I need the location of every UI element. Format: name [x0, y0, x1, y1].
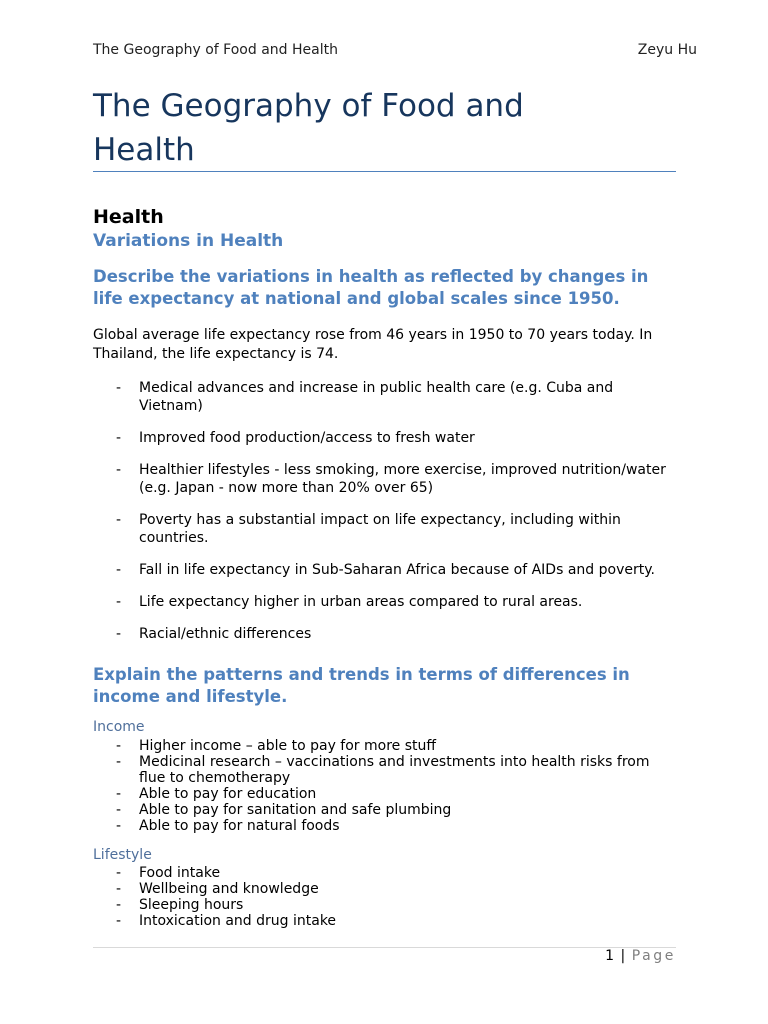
header-doc-title: The Geography of Food and Health [93, 42, 338, 58]
list-item [93, 625, 683, 643]
bullet-dash: - [116, 786, 122, 802]
page-word: Page [631, 948, 676, 964]
life-expectancy-factors-list [93, 379, 683, 657]
page-footer [605, 948, 676, 964]
intro-line-2: Thailand, the life expectancy is 74. [93, 346, 339, 362]
list-item-text: Improved food production/access to fresh water [139, 430, 475, 446]
list-item-text: Medical advances and increase in public health care (e.g. Cuba and [139, 380, 614, 396]
list-item-text: Poverty has a substantial impact on life expectancy, including within [139, 512, 621, 528]
bullet-dash: - [116, 626, 122, 642]
bullet-dash: - [116, 512, 122, 528]
intro-line-1: Global average life expectancy rose from 46 years in 1950 to 70 years today. In [93, 327, 653, 343]
list-item-text: Higher income – able to pay for more stuff [139, 738, 437, 754]
list-item [93, 561, 683, 579]
list-item [93, 913, 683, 929]
lifestyle-list [93, 865, 683, 929]
list-item [93, 738, 683, 754]
list-item-text: Fall in life expectancy in Sub-Saharan Africa because of AIDs and poverty. [139, 562, 655, 578]
bullet-dash: - [116, 462, 122, 478]
list-item-text: Sleeping hours [139, 897, 244, 913]
list-item-text: Life expectancy higher in urban areas compared to rural areas. [139, 594, 583, 610]
list-item-text-continued: Vietnam) [139, 398, 203, 414]
title-divider [93, 171, 676, 172]
bullet-dash: - [116, 913, 122, 929]
list-item [93, 593, 683, 611]
page-number: 1 [605, 948, 615, 964]
bullet-dash: - [116, 802, 122, 818]
list-item-text-continued: (e.g. Japan - now more than 20% over 65) [139, 480, 434, 496]
bullet-dash: - [116, 562, 122, 578]
list-item-text-continued: flue to chemotherapy [139, 770, 291, 786]
list-item [93, 511, 683, 547]
list-item [93, 897, 683, 913]
footer-separator: | [620, 948, 626, 964]
list-item-text: Able to pay for natural foods [139, 818, 340, 834]
list-item [93, 865, 683, 881]
list-item [93, 461, 683, 497]
footer-divider [93, 947, 676, 948]
income-label: Income [93, 719, 145, 735]
list-item [93, 881, 683, 897]
bullet-dash: - [116, 430, 122, 446]
question2-line-1: Explain the patterns and trends in terms of differences in [93, 665, 630, 684]
list-item [93, 802, 683, 818]
section-heading-health: Health [93, 206, 164, 228]
list-item-text: Racial/ethnic differences [139, 626, 312, 642]
bullet-dash: - [116, 380, 122, 396]
header-author: Zeyu Hu [637, 42, 697, 58]
bullet-dash: - [116, 881, 122, 897]
question2-line-2: income and lifestyle. [93, 686, 288, 706]
list-item-text: Healthier lifestyles - less smoking, more exercise, improved nutrition/water [139, 462, 666, 478]
list-item-text: Able to pay for education [139, 786, 317, 802]
income-list [93, 738, 683, 834]
list-item [93, 786, 683, 802]
bullet-dash: - [116, 738, 122, 754]
list-item [93, 754, 683, 786]
list-item-text: Medicinal research – vaccinations and investments into health risks from [139, 754, 650, 770]
list-item-text: Intoxication and drug intake [139, 913, 337, 929]
list-item-text: Able to pay for sanitation and safe plumbing [139, 802, 452, 818]
question1-line-2: life expectancy at national and global scales since 1950. [93, 288, 620, 308]
title-line-2: Health [93, 132, 195, 168]
bullet-dash: - [116, 594, 122, 610]
question1-line-1: Describe the variations in health as reflected by changes in [93, 267, 649, 286]
bullet-dash: - [116, 897, 122, 913]
bullet-dash: - [116, 818, 122, 834]
list-item [93, 429, 683, 447]
list-item-text-continued: countries. [139, 530, 209, 546]
question-heading-describe [93, 266, 683, 309]
list-item [93, 818, 683, 834]
document-title [93, 84, 683, 172]
subsection-heading-variations: Variations in Health [93, 231, 284, 251]
list-item-text: Food intake [139, 865, 221, 881]
list-item [93, 379, 683, 415]
list-item-text: Wellbeing and knowledge [139, 881, 319, 897]
bullet-dash: - [116, 865, 122, 881]
bullet-dash: - [116, 754, 122, 770]
intro-paragraph [93, 326, 683, 364]
lifestyle-label: Lifestyle [93, 847, 152, 863]
title-line-1: The Geography of Food and [93, 88, 524, 124]
question-heading-explain [93, 664, 683, 707]
